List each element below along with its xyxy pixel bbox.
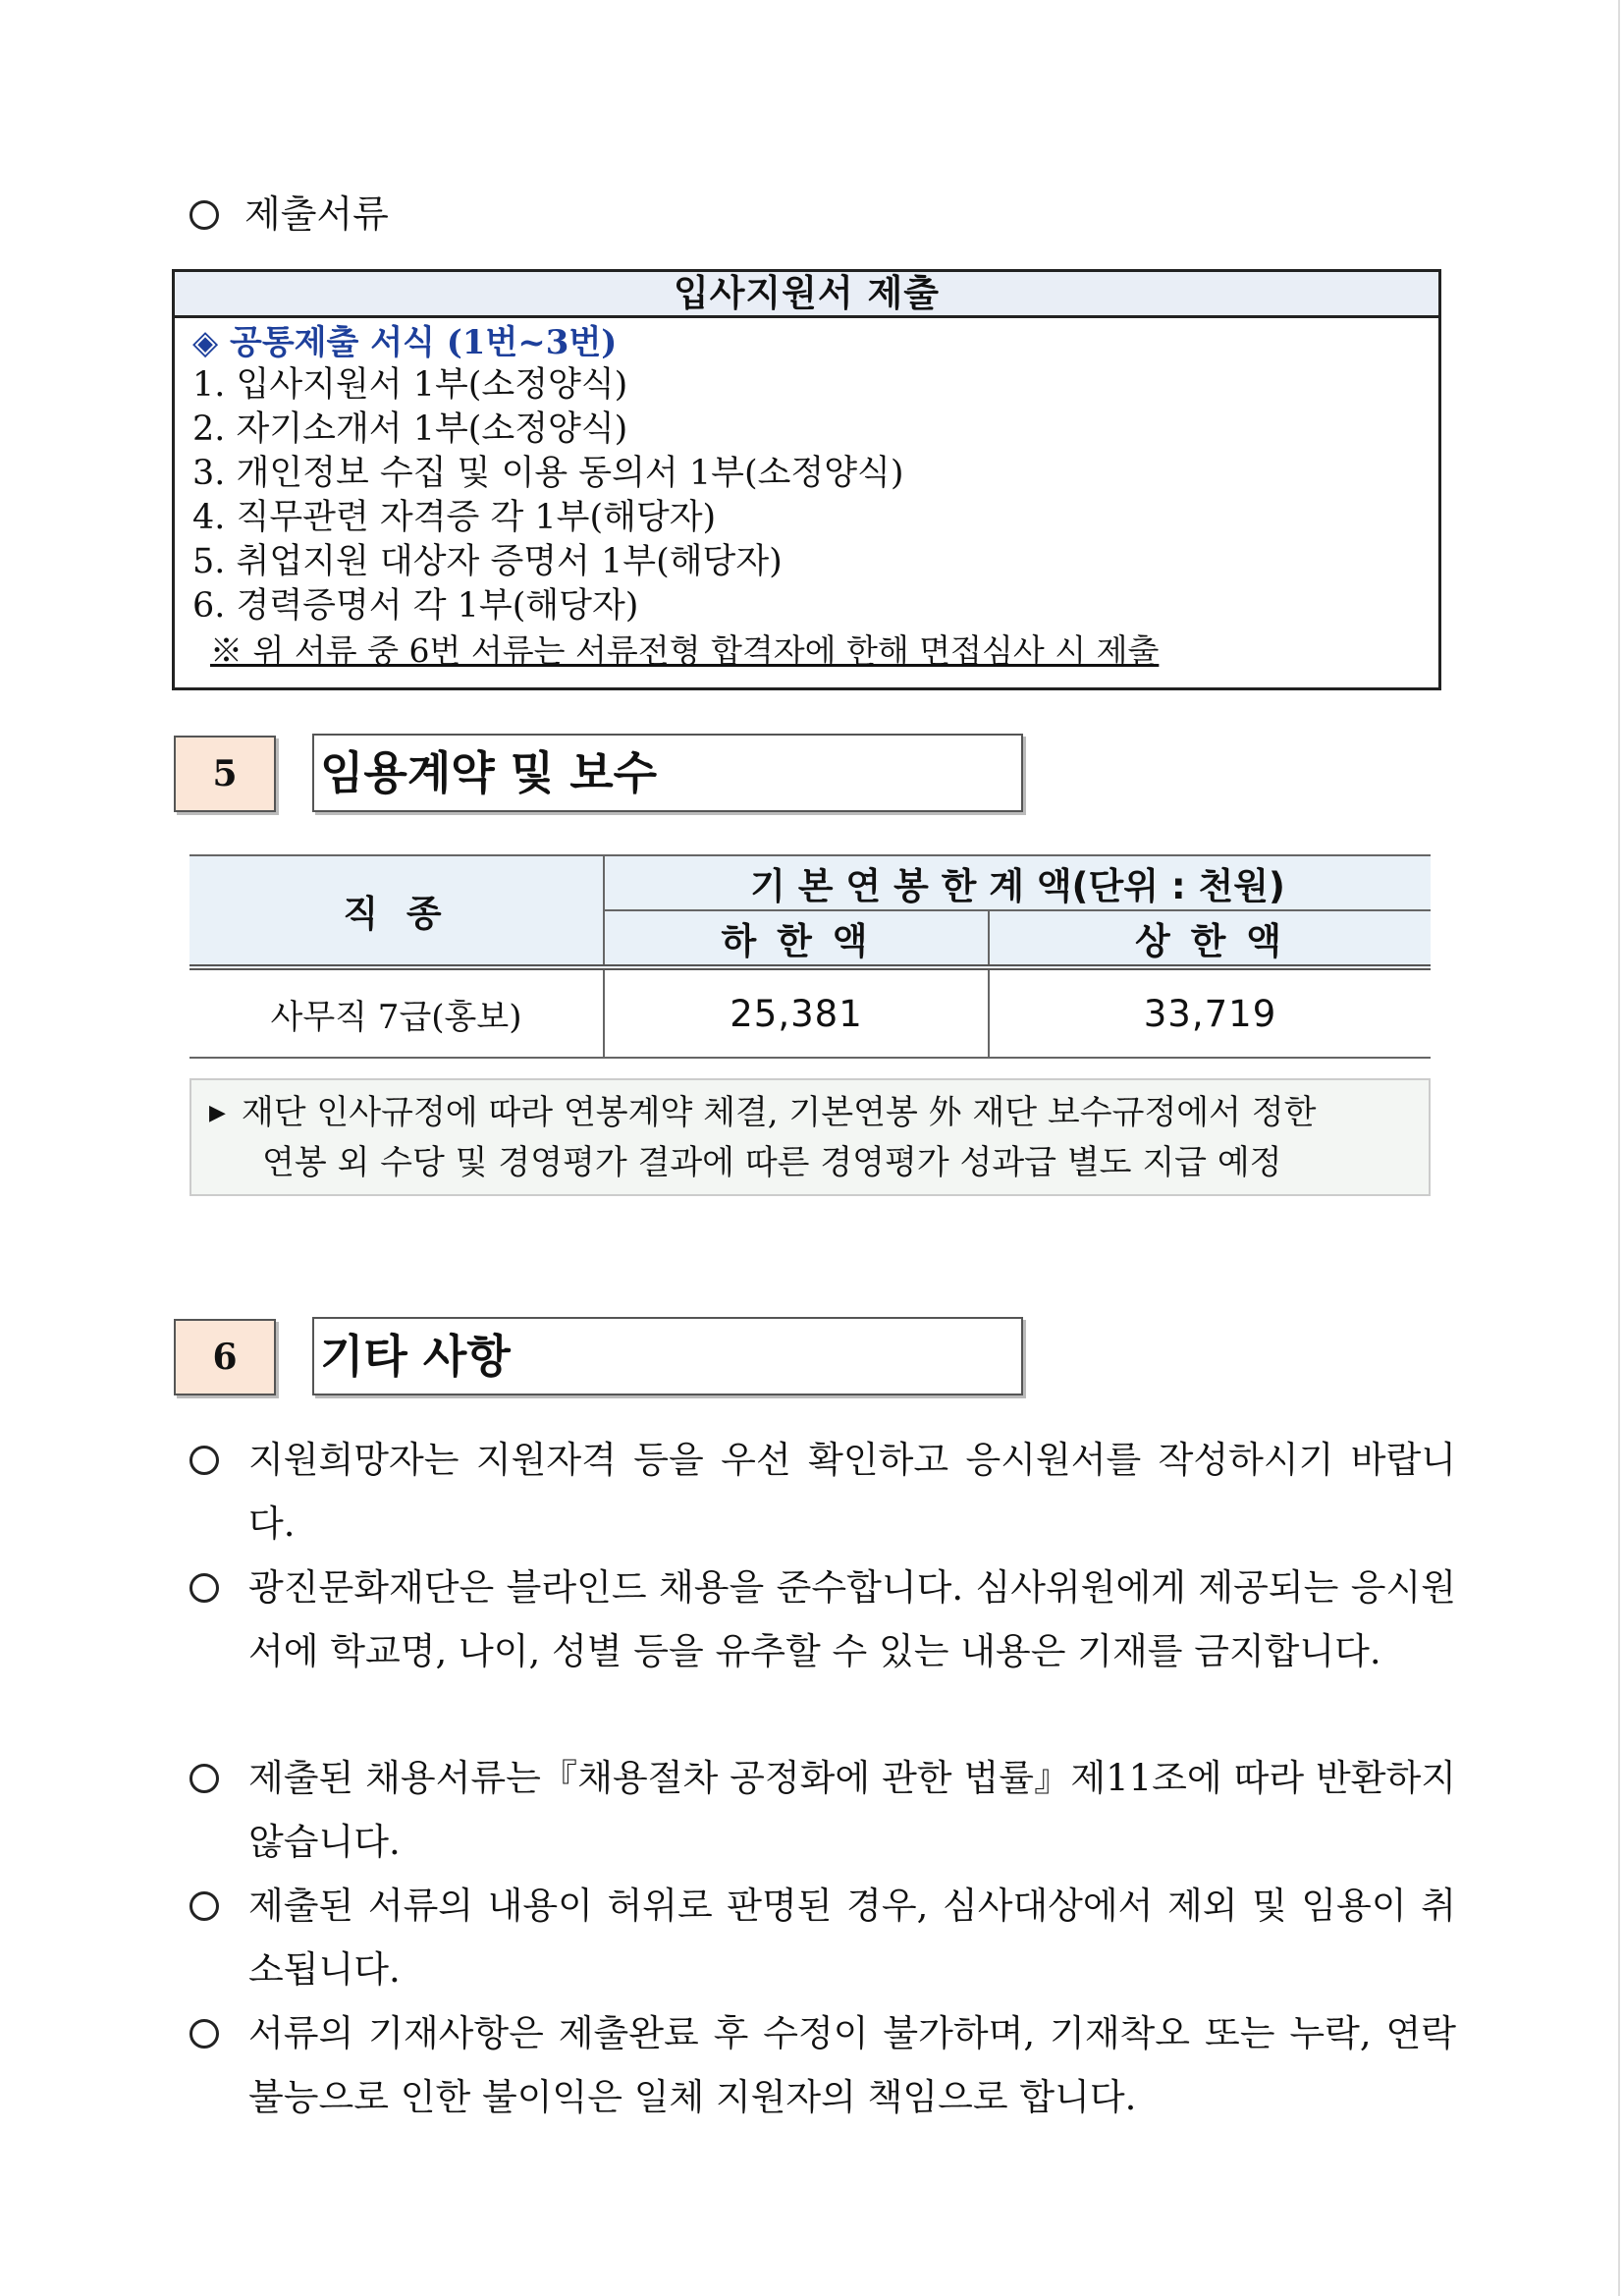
salary-table (189, 854, 1431, 1059)
list-item-text: 광진문화재단은 블라인드 채용을 준수합니다. 심사위원에게 제공되는 응시원서에 학교명, 나이, 성별 등을 유추할 수 있는 내용은 기재를 금지합니다. (248, 1566, 1456, 1672)
submission-box-body (175, 318, 1438, 674)
section-number: 5 (174, 736, 276, 812)
column-header-salary: 기 본 연 봉 한 계 액(단위 : 천원) (604, 855, 1431, 910)
document-item: 5. 취업지원 대상자 증명서 1부(해당자) (192, 542, 783, 581)
page-edge-divider (1618, 0, 1620, 2296)
submission-box-title: 입사지원서 제출 (175, 272, 1438, 318)
column-header-role: 직 종 (189, 855, 604, 967)
salary-note-line: 연봉 외 수당 및 경영평가 결과에 따른 경영평가 성과급 별도 지급 예정 (262, 1143, 1282, 1182)
document-item: 4. 직무관련 자격증 각 1부(해당자) (192, 498, 717, 537)
table-row (189, 967, 1431, 1058)
document-item: 6. 경력증명서 각 1부(해당자) (192, 586, 639, 626)
triangle-bullet-icon: ▶ (209, 1101, 226, 1125)
list-item (189, 1556, 1456, 1683)
common-forms-label: ◈ 공통제출 서식 (1번~3번) (192, 323, 618, 362)
list-item-text: 지원희망자는 지원자격 등을 우선 확인하고 응시원서를 작성하시기 바랍니다. (248, 1439, 1456, 1545)
list-item (189, 1874, 1456, 2001)
list-item (189, 1746, 1456, 1874)
column-header-min: 하 한 액 (604, 910, 989, 967)
salary-note-box (189, 1078, 1431, 1196)
table-cell-max: 33,719 (989, 967, 1431, 1058)
list-item-text: 제출된 서류의 내용이 허위로 판명된 경우, 심사대상에서 제외 및 임용이 취소됩니다. (248, 1885, 1456, 1991)
circle-bullet-icon (189, 1446, 219, 1475)
circle-bullet-icon (189, 200, 219, 230)
section-title: 기타 사항 (312, 1317, 1023, 1395)
document-item: 3. 개인정보 수집 및 이용 동의서 1부(소정양식) (192, 454, 904, 493)
section-number: 6 (174, 1319, 276, 1395)
circle-bullet-icon (189, 2019, 219, 2049)
submission-heading-text: 제출서류 (244, 192, 389, 236)
table-cell-min: 25,381 (604, 967, 989, 1058)
circle-bullet-icon (189, 1573, 219, 1603)
section-title: 임용계약 및 보수 (312, 734, 1023, 812)
list-item-text: 서류의 기재사항은 제출완료 후 수정이 불가하며, 기재착오 또는 누락, 연락불능으로 인한 불이익은 일체 지원자의 책임으로 합니다. (248, 2012, 1456, 2118)
document-item: 2. 자기소개서 1부(소정양식) (192, 410, 628, 449)
document-item: 1. 입사지원서 1부(소정양식) (192, 365, 628, 405)
circle-bullet-icon (189, 1891, 219, 1921)
submission-box (172, 269, 1441, 690)
list-item (189, 1428, 1456, 1556)
circle-bullet-icon (189, 1764, 219, 1793)
list-item (189, 2001, 1456, 2129)
submission-heading (189, 187, 389, 242)
list-item-text: 제출된 채용서류는『채용절차 공정화에 관한 법률』제11조에 따라 반환하지 않습니다. (248, 1757, 1456, 1863)
salary-note-line: 재단 인사규정에 따라 연봉계약 체결, 기본연봉 外 재단 보수규정에서 정한 (241, 1093, 1317, 1132)
column-header-max: 상 한 액 (989, 910, 1431, 967)
table-cell-role: 사무직 7급(홍보) (189, 967, 604, 1058)
submission-note: ※ 위 서류 중 6번 서류는 서류전형 합격자에 한해 면접심사 시 제출 (210, 631, 1160, 670)
